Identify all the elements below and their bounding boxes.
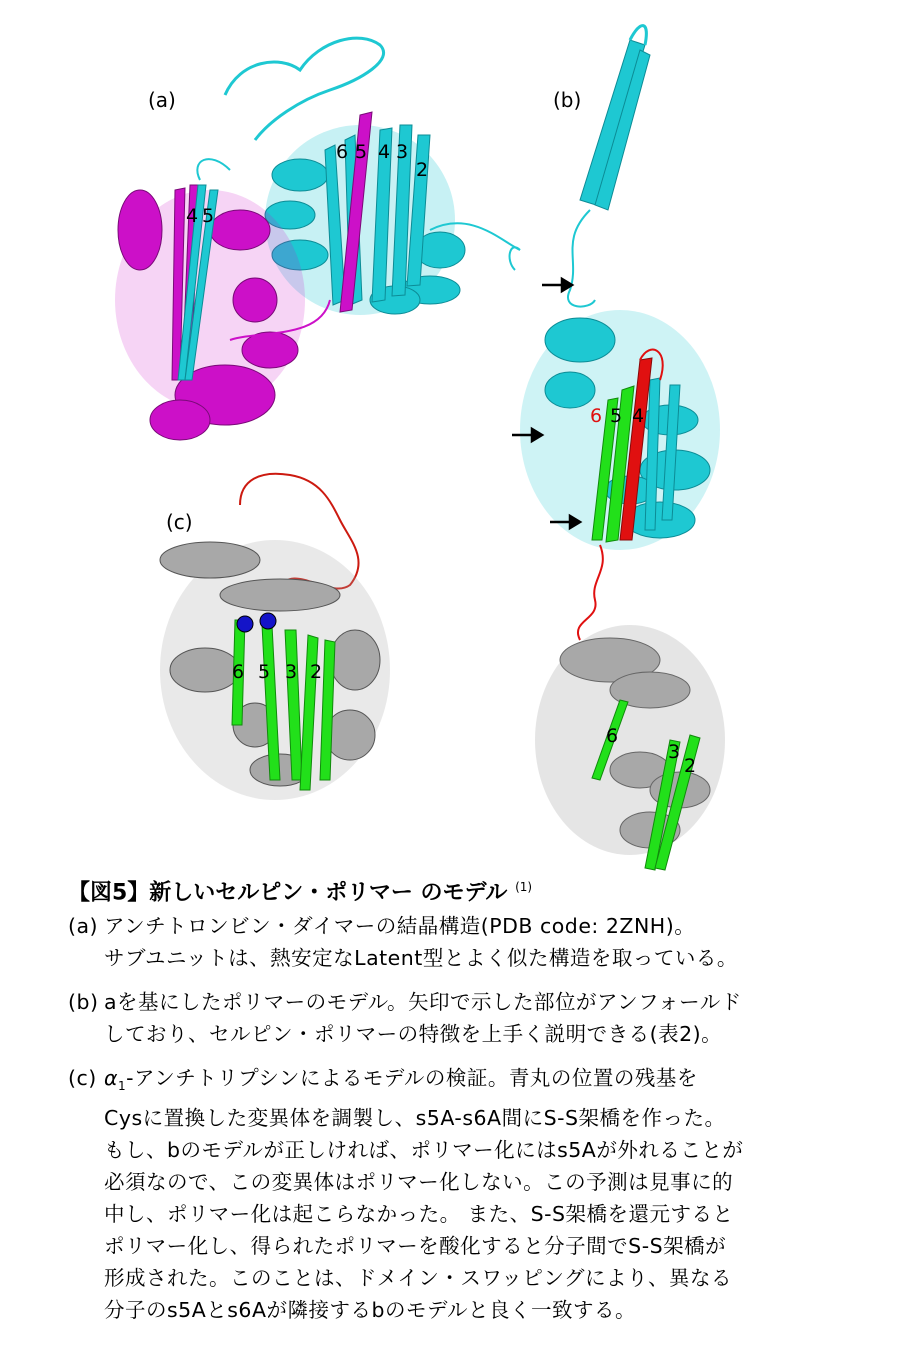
alpha-symbol: α bbox=[104, 1066, 119, 1091]
caption-title bbox=[68, 870, 908, 910]
strand-label: 5 bbox=[355, 141, 368, 163]
caption-line: 分子のs5Aとs6Aが隣接するbのモデルと良く一致する。 bbox=[104, 1298, 636, 1323]
strand-label: 6 bbox=[336, 141, 349, 163]
caption-tag-c: (c) bbox=[68, 1066, 97, 1091]
panel-a-label: (a) bbox=[148, 88, 176, 112]
strand-label: 5 bbox=[202, 205, 215, 227]
strand-label: 2 bbox=[416, 159, 429, 181]
panel-a-structure bbox=[0, 0, 520, 460]
strand-label: 3 bbox=[285, 661, 298, 683]
panel-a-figure bbox=[0, 0, 520, 460]
panel-b-figure bbox=[500, 0, 760, 900]
panel-b-label: (b) bbox=[553, 88, 582, 112]
strand-label: 4 bbox=[632, 405, 645, 427]
caption-title-text: 【図5】新しいセルピン・ポリマー のモデル bbox=[68, 880, 508, 906]
strand-label: 5 bbox=[610, 405, 623, 427]
caption-item-b bbox=[68, 986, 908, 1050]
strand-label: 3 bbox=[396, 141, 409, 163]
caption-item-a bbox=[68, 910, 908, 974]
caption-line: aを基にしたポリマーのモデル。矢印で示した部位がアンフォールド bbox=[104, 990, 742, 1015]
panel-c-label: (c) bbox=[166, 510, 193, 534]
caption-line: 必須なので、この変異体はポリマー化しない。この予測は見事に的 bbox=[104, 1170, 734, 1195]
strand-label: 4 bbox=[186, 205, 199, 227]
caption-line: ポリマー化し、得られたポリマーを酸化すると分子間でS-S架橋が bbox=[104, 1234, 727, 1259]
caption-line bbox=[104, 1062, 908, 1102]
strand-label: 2 bbox=[310, 661, 323, 683]
caption-item-c bbox=[68, 1062, 908, 1326]
caption-line: サブユニットは、熱安定なLatent型とよく似た構造を取っている。 bbox=[104, 946, 738, 971]
strand-label: 2 bbox=[684, 755, 697, 777]
caption-line-text: -アンチトリプシンによるモデルの検証。青丸の位置の残基を bbox=[126, 1066, 698, 1091]
figure-caption bbox=[68, 870, 908, 1326]
panel-b-structure bbox=[500, 0, 760, 900]
alpha-subscript: 1 bbox=[118, 1079, 127, 1094]
strand-label: 3 bbox=[668, 741, 681, 763]
caption-line: 中し、ポリマー化は起こらなかった。 また、S-S架橋を還元すると bbox=[104, 1202, 734, 1227]
caption-tag-b: (b) bbox=[68, 990, 99, 1015]
strand-label: 5 bbox=[258, 661, 271, 683]
panel-c-figure bbox=[130, 460, 430, 840]
caption-reference: (1) bbox=[515, 880, 533, 894]
caption-line: アンチトロンビン・ダイマーの結晶構造(PDB code: 2ZNH)。 bbox=[104, 914, 696, 939]
caption-tag-a: (a) bbox=[68, 914, 99, 939]
caption-line: しており、セルピン・ポリマーの特徴を上手く説明できる(表2)。 bbox=[104, 1022, 723, 1047]
strand-label: 6 bbox=[590, 405, 603, 427]
strand-label: 4 bbox=[378, 141, 391, 163]
strand-label: 6 bbox=[232, 661, 245, 683]
caption-line: もし、bのモデルが正しければ、ポリマー化にはs5Aが外れることが bbox=[104, 1138, 744, 1163]
caption-line: 形成された。このことは、ドメイン・スワッピングにより、異なる bbox=[104, 1266, 732, 1291]
caption-line: Cysに置換した変異体を調製し、s5A-s6A間にS-S架橋を作った。 bbox=[104, 1106, 726, 1131]
strand-label: 6 bbox=[606, 725, 619, 747]
